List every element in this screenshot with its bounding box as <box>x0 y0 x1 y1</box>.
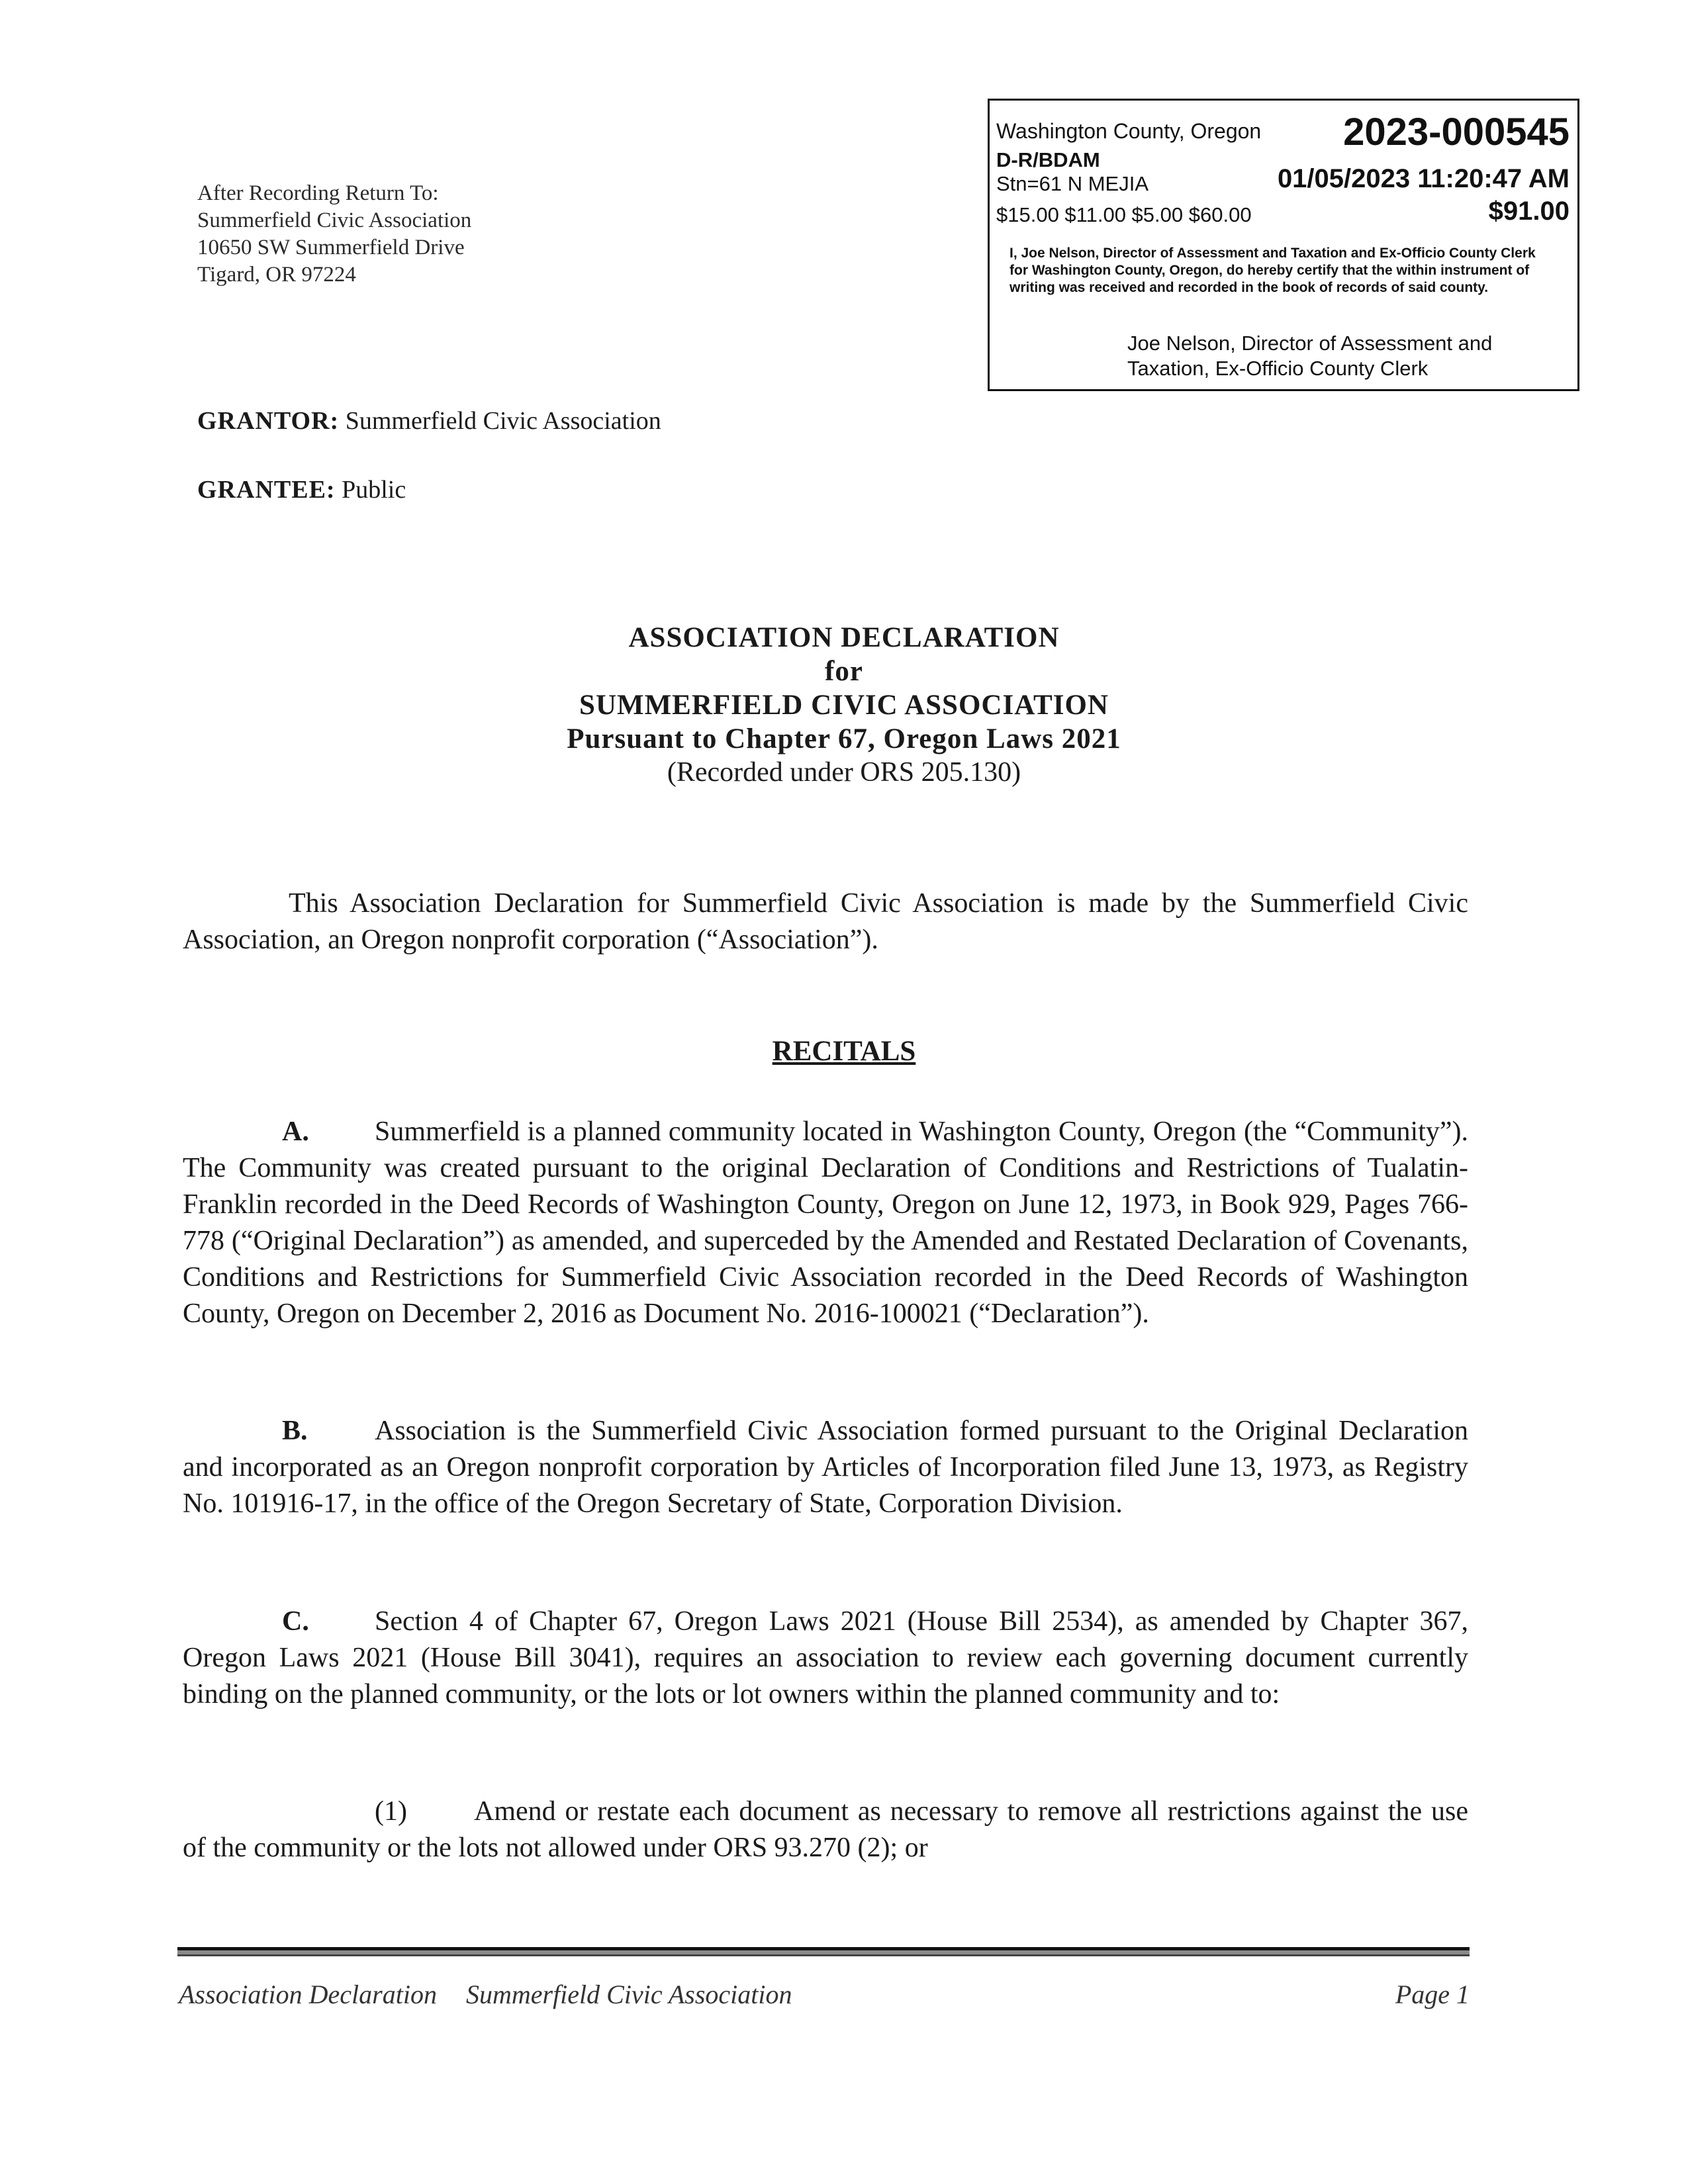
recital-c <box>183 1604 1468 1713</box>
return-heading: After Recording Return To: <box>197 181 439 205</box>
title-line-5: (Recorded under ORS 205.130) <box>667 757 1021 788</box>
stamp-county: Washington County, Oregon <box>996 119 1262 143</box>
recital-c-1-text: Amend or restate each document as necessary to remove all restrictions against the use of the community or the lots not allowed under ORS 93.270 (2); or <box>183 1796 1468 1863</box>
return-name: Summerfield Civic Association <box>197 208 472 232</box>
grantee-value: Public <box>342 476 406 504</box>
footer-doc-name: Association Declaration <box>179 1979 437 2009</box>
recital-b-text: Association is the Summerfield Civic Association formed pursuant to the Original Declaration and incorporated as an Oregon nonprofit corporation by Articles of Incorporation filed June 13, 1973, as Registry No. 101916-17, in the office of the Oregon Secretary of State, Corporation Division. <box>183 1416 1468 1519</box>
recording-stamp <box>988 99 1579 391</box>
recital-c-text: Section 4 of Chapter 67, Oregon Laws 2021 (House Bill 2534), as amended by Chapter 367, Oregon Laws 2021 (House Bill 3041), requires an association to review each governing document currently binding on the planned community, or the lots or lot owners within the planned community and to: <box>183 1606 1468 1709</box>
return-address-block <box>197 180 471 289</box>
title-line-1: ASSOCIATION DECLARATION <box>628 622 1060 653</box>
stamp-total: $91.00 <box>1488 197 1570 226</box>
document-title <box>0 621 1688 790</box>
stamp-datetime: 01/05/2023 11:20:47 AM <box>1277 164 1570 193</box>
recital-a-text: Summerfield is a planned community located in Washington County, Oregon (the “Community”). The Community was created pursuant to the original Declaration of Conditions and Restrictions of Tualatin-Franklin recorded in the Deed Records of Washington County, Oregon on June 12, 1973, in Book 929, Pages 766-778 (“Original Declaration”) as amended, and superceded by the Amended and Restated Declaration of Covenants, Conditions and Restrictions for Summerfield Civic Association recorded in the Deed Records of Washington County, Oregon on December 2, 2016 as Document No. 2016-100021 (“Declaration”). <box>183 1116 1468 1329</box>
stamp-code: D-R/BDAM <box>996 148 1100 171</box>
stamp-station: Stn=61 N MEJIA <box>996 172 1149 195</box>
recital-c-1-label: (1) <box>375 1796 407 1827</box>
recital-a-label: A. <box>282 1116 309 1147</box>
grantor-label: GRANTOR: <box>197 407 340 435</box>
footer-document-name <box>179 1979 792 2010</box>
footer-page-number: Page 1 <box>1395 1979 1470 2009</box>
footer-assoc-name: Summerfield Civic Association <box>465 1979 792 2009</box>
intro-paragraph: This Association Declaration for Summerfield Civic Association is made by the Summerfield Civic Association, an Oregon nonprofit corporation (“Association”). <box>183 888 1468 955</box>
stamp-fees: $15.00 $11.00 $5.00 $60.00 <box>996 203 1252 226</box>
grantor-value: Summerfield Civic Association <box>345 407 661 435</box>
recitals-heading: RECITALS <box>772 1036 916 1067</box>
stamp-certification: I, Joe Nelson, Director of Assessment and Taxation and Ex-Officio County Clerk for Washington County, Oregon, do hereby certify that the within instrument of writing was received and recorded in the book of records of said county. <box>1009 246 1536 295</box>
grantee-label: GRANTEE: <box>197 476 336 504</box>
return-city: Tigard, OR 97224 <box>197 263 356 287</box>
recital-c-1 <box>183 1794 1468 1866</box>
recital-a <box>183 1114 1468 1332</box>
stamp-signer: Joe Nelson, Director of Assessment and Taxation, Ex-Officio County Clerk <box>1127 332 1493 380</box>
grantee-line <box>197 475 406 504</box>
return-street: 10650 SW Summerfield Drive <box>197 236 465 259</box>
title-line-3: SUMMERFIELD CIVIC ASSOCIATION <box>579 690 1109 721</box>
title-line-4: Pursuant to Chapter 67, Oregon Laws 2021 <box>567 723 1121 754</box>
stamp-document-number: 2023-000545 <box>1343 111 1570 154</box>
recital-b <box>183 1413 1468 1522</box>
recital-c-label: C. <box>282 1606 309 1637</box>
footer-divider <box>177 1947 1470 1956</box>
recital-b-label: B. <box>282 1416 308 1446</box>
title-line-2: for <box>825 656 863 687</box>
grantor-line <box>197 406 661 435</box>
